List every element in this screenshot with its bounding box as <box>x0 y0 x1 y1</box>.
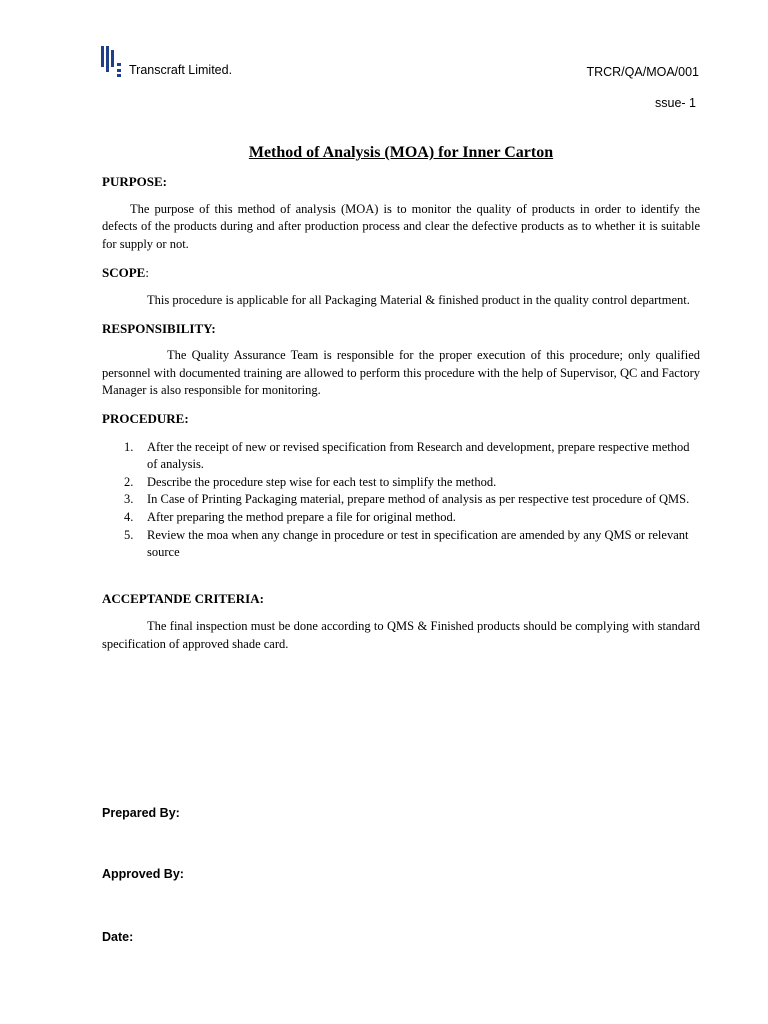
scope-text: This procedure is applicable for all Packaging Material & finished product in the quality control department. <box>147 292 690 307</box>
procedure-heading: PROCEDURE: <box>102 410 189 426</box>
document-code: TRCR/QA/MOA/001 <box>586 65 699 79</box>
step-text: Describe the procedure step wise for each test to simplify the method. <box>147 474 497 489</box>
list-item <box>102 527 700 562</box>
list-item <box>102 474 700 492</box>
company-logo-icon <box>101 46 125 78</box>
responsibility-heading: RESPONSIBILITY: <box>102 320 216 336</box>
list-item <box>102 509 700 527</box>
issue-number: ssue- 1 <box>655 96 696 110</box>
scope-heading <box>102 264 700 282</box>
step-number: 4. <box>124 509 134 524</box>
approved-by-label: Approved By: <box>102 867 184 881</box>
list-item <box>102 491 700 509</box>
step-number: 1. <box>124 439 134 454</box>
responsibility-text: The Quality Assurance Team is responsible for the proper execution of this procedure; only qualified personnel with documented training are allowed to perform this procedure with the help of Supervisor, QC and Factory Manager is also responsible for monitoring. <box>102 348 700 398</box>
procedure-list <box>102 439 700 562</box>
company-header <box>101 46 232 78</box>
scope-heading-colon: : <box>145 265 149 281</box>
acceptance-text: The final inspection must be done according to QMS & Finished products should be complying with standard specification of approved shade card. <box>102 619 700 651</box>
step-text: Review the moa when any change in procedure or test in specification are amended by any QMS or relevant source <box>147 527 689 560</box>
document-title: Method of Analysis (MOA) for Inner Carton <box>248 144 554 161</box>
purpose-text: The purpose of this method of analysis (MOA) is to monitor the quality of products in order to identify the defects of the products during and after production process and clear the defective products as to whether it is suitable for supply or not. <box>102 201 700 251</box>
document-body <box>102 173 700 653</box>
step-text: After the receipt of new or revised specification from Research and development, prepare respective method of analysis. <box>147 439 690 472</box>
step-number: 5. <box>124 527 134 542</box>
acceptance-heading: ACCEPTANDE CRITERIA: <box>102 590 264 606</box>
scope-heading-label: SCOPE <box>102 265 146 281</box>
date-label: Date: <box>102 930 134 944</box>
purpose-heading: PURPOSE: <box>102 174 167 189</box>
step-number: 2. <box>124 474 134 489</box>
step-number: 3. <box>124 492 134 507</box>
prepared-by-label: Prepared By: <box>102 806 180 820</box>
company-name: Transcraft Limited. <box>129 63 233 77</box>
list-item <box>102 439 700 474</box>
step-text: In Case of Printing Packaging material, prepare method of analysis as per respective test procedure of QMS. <box>147 492 690 507</box>
step-text: After preparing the method prepare a file for original method. <box>147 509 456 524</box>
